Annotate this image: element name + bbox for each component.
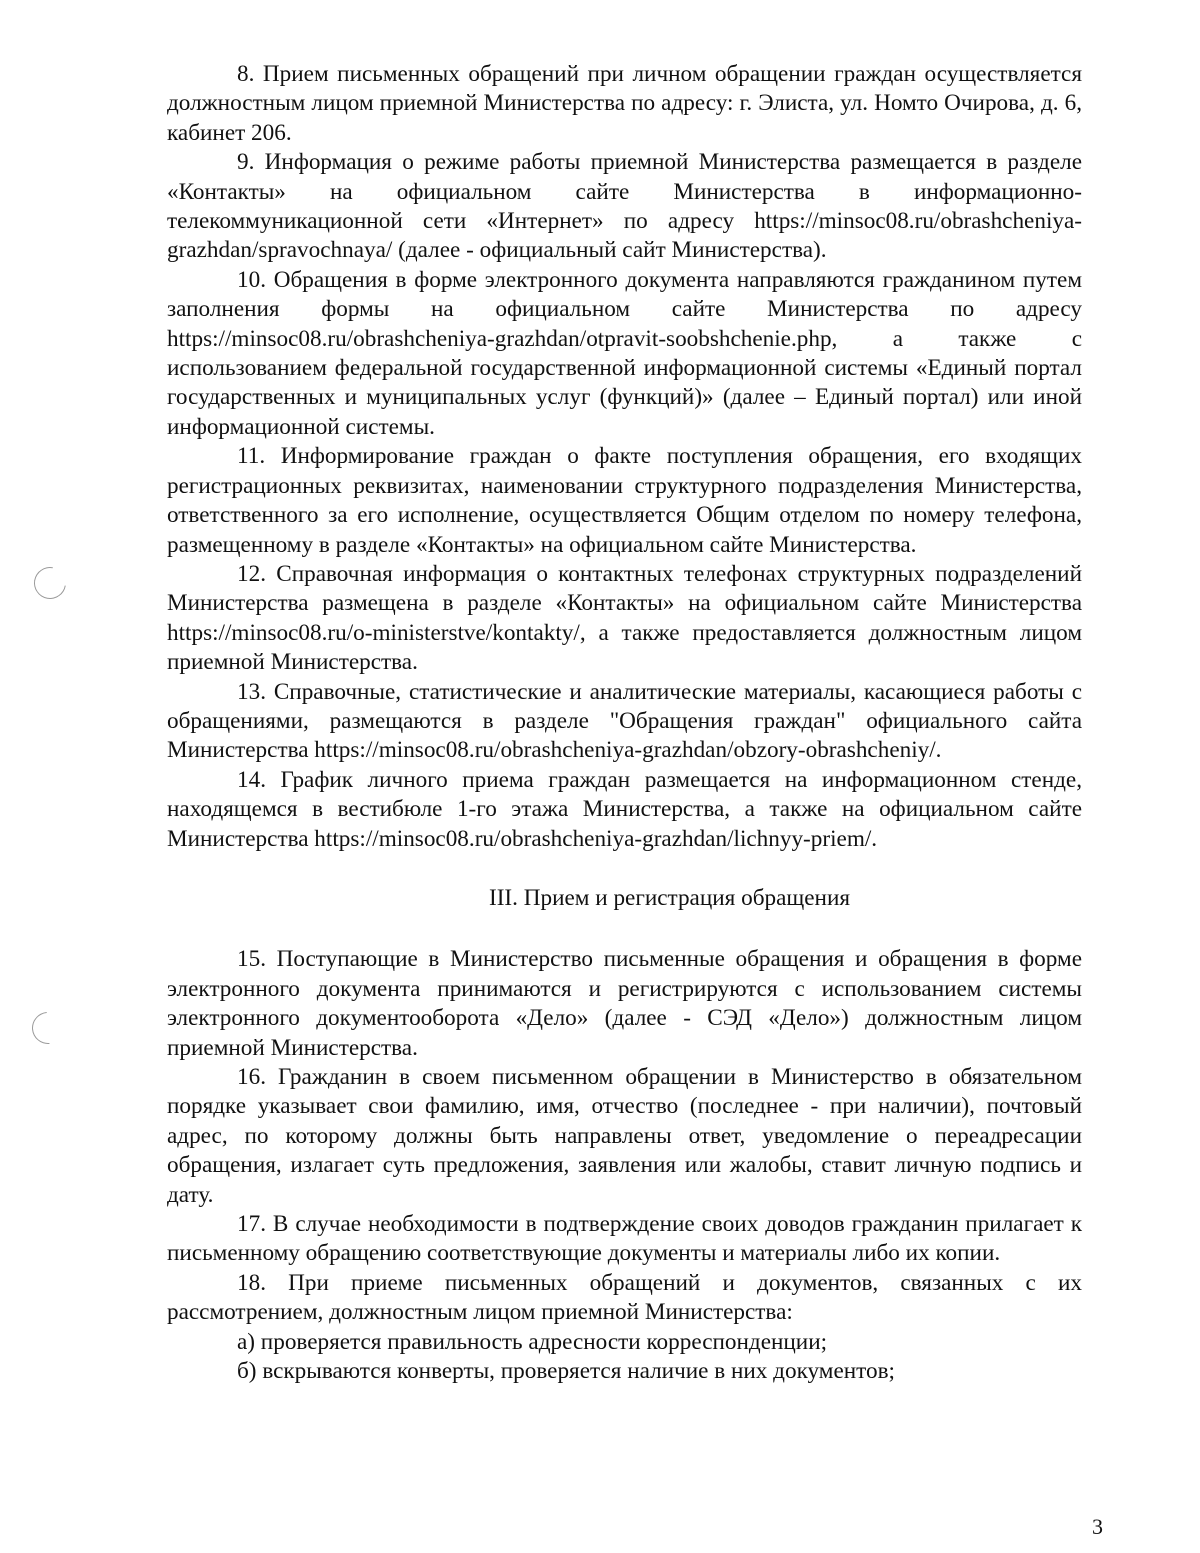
paragraph-16: 16. Гражданин в своем письменном обращении в Министерство в обязательном порядке указывает свои фамилию, имя, отчество (последнее - при наличии), почтовый адрес, по которому должны быть направлены ответ, уведомление о переадресации обращения, излагает суть предложения, заявления или жалобы, ставит личную подпись и дату. [167, 1064, 1082, 1208]
paragraph-9: 9. Информация о режиме работы приемной Министерства размещается в разделе «Контакты» на официальном сайте Министерства в информационно-телекоммуникационной сети «Интернет» по адресу https://minsoc08.ru/obrashcheniya-grazhdan/spravochnaya/ (далее - официальный сайт Министерства). [167, 149, 1082, 264]
paragraph-12: 12. Справочная информация о контактных телефонах структурных подразделений Министерства размещена в разделе «Контакты» на официальном сайте Министерства https://minsoc08.ru/o-ministerstve/kontakty/, а также предоставляется должностным лицом приемной Министерства. [167, 560, 1082, 676]
spacer [167, 854, 1082, 884]
document-body [167, 60, 1082, 1386]
paragraph-8: 8. Прием письменных обращений при личном обращении граждан осуществляется должностным лицом приемной Министерства по адресу: г. Элиста, ул. Номто Очирова, д. 6, кабинет 206. [167, 61, 1082, 146]
list-item-a: а) проверяется правильность адресности корреспонденции; [237, 1328, 828, 1355]
paragraph-15: 15. Поступающие в Министерство письменные обращения и обращения в форме электронного документа принимаются и регистрируются с использованием системы электронного документооборота «Дело» (далее - СЭД «Дело») должностным лицом приемной Министерства. [167, 946, 1082, 1061]
paragraph-17: 17. В случае необходимости в подтверждение своих доводов гражданин прилагает к письменному обращению соответствующие документы и материалы либо их копии. [167, 1211, 1082, 1267]
paragraph-10: 10. Обращения в форме электронного документа направляются гражданином путем заполнения формы на официальном сайте Министерства по адресу https://minsoc08.ru/obrashcheniya-grazhdan/otpravit-soobshchenie.php, а также с использованием федеральной государственной информационной системы «Единый портал государственных и муниципальных услуг (функций)» (далее – Единый портал) или иной информационной системы. [167, 266, 1082, 440]
spacer [167, 913, 1082, 945]
punch-hole-mark [28, 561, 73, 606]
paragraph-14: 14. График личного приема граждан размещается на информационном стенде, находящемся в вестибюле 1-го этажа Министерства, а также на официальном сайте Министерства https://minsoc08.ru/obrashcheniya-grazhdan/lichnyy-priem/. [167, 766, 1082, 852]
section-heading: III. Прием и регистрация обращения [488, 884, 851, 911]
paragraph-18: 18. При приеме письменных обращений и документов, связанных с их рассмотрением, должностным лицом приемной Министерства: [167, 1269, 1082, 1326]
list-item-b: б) вскрываются конверты, проверяется наличие в них документов; [237, 1358, 895, 1385]
page-number: 3 [1092, 1514, 1103, 1539]
paragraph-11: 11. Информирование граждан о факте поступления обращения, его входящих регистрационных реквизитах, наименовании структурного подразделения Министерства, ответственного за его исполнение, осуществляется Общим отделом по номеру телефона, размещенному в разделе «Контакты» на официальном сайте Министерства. [167, 443, 1082, 558]
punch-hole-mark [25, 1005, 70, 1050]
paragraph-13: 13. Справочные, статистические и аналитические материалы, касающиеся работы с обращениями, размещаются в разделе "Обращения граждан" официального сайта Министерства https://minsoc08.ru/obrashcheniya-grazhdan/obzory-obrashcheniy/. [167, 678, 1082, 764]
